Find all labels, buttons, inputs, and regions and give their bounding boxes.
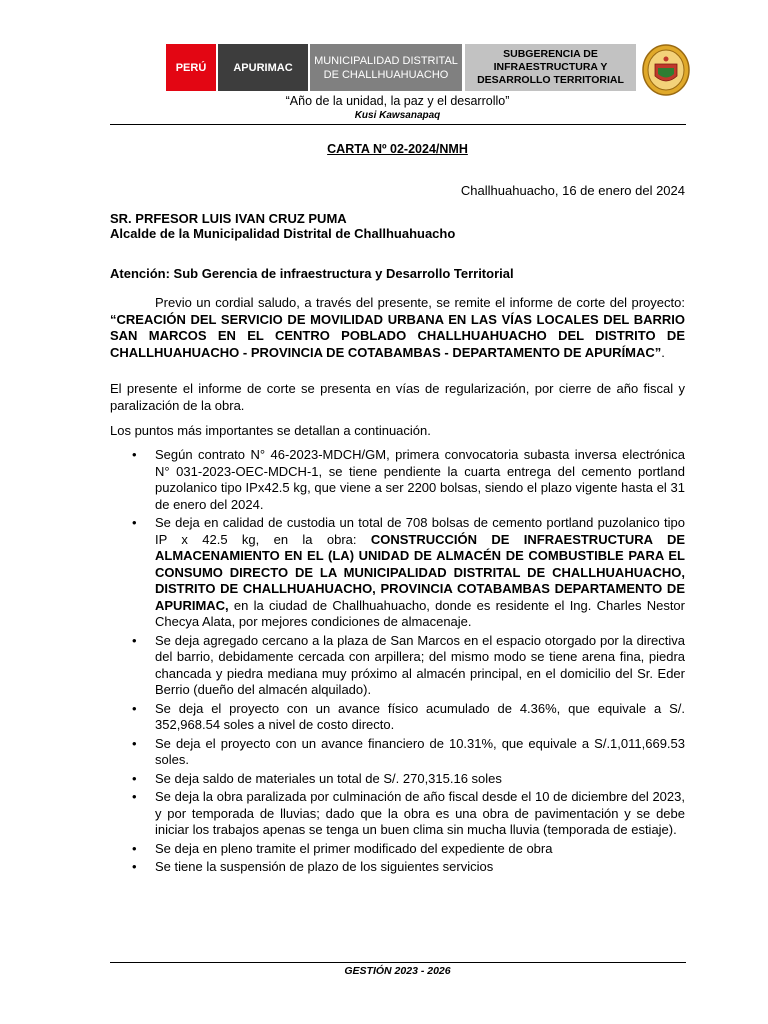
point-text: Se deja agregado cercano a la plaza de San Marcos en el espacio otorgado por la directiva del barrio, debidamente cercada con arpillera; del mismo modo se tiene arena fina, piedra chancada y piedra mediana muy próximo al almacén principal, en el domicilio del Sr. Eder Berrio (dueño del almacén alquilado). <box>155 632 685 697</box>
list-item <box>110 515 685 631</box>
point-text: Se deja en calidad de custodia un total de 708 bolsas de cemento portland puzolanico tipo IP x 42.5 kg, en la obra: <box>155 515 685 547</box>
point-text: Se deja saldo de materiales un total de S/. 270,315.16 soles <box>155 770 502 786</box>
list-item <box>110 736 685 769</box>
regularization-paragraph: El presente el informe de corte se presenta en vías de regularización, por cierre de año fiscal y paralización de la obra. <box>110 381 685 413</box>
point-text: Se deja el proyecto con un avance físico acumulado de 4.36%, que equivale a S/. 352,968.54 soles a nivel de costo directo. <box>155 700 685 732</box>
subgerencia-line-1: SUBGERENCIA DE <box>503 48 598 60</box>
list-item <box>110 841 685 858</box>
list-item <box>110 701 685 734</box>
peru-label: PERÚ <box>175 61 207 74</box>
recipient-position: Alcalde de la Municipalidad Distrital de Challhuahuacho <box>110 226 456 241</box>
list-item <box>110 633 685 699</box>
intro-paragraph <box>110 295 685 361</box>
bullet-icon: • <box>132 770 137 786</box>
list-item <box>110 447 685 513</box>
project-name: “CREACIÓN DEL SERVICIO DE MOVILIDAD URBANA EN LAS VÍAS LOCALES DEL BARRIO SAN MARCOS EN EL CENTRO POBLADO CHALLHUAHUACHO DEL DISTRITO DE CHALLHUAHUACHO - PROVINCIA DE COTABAMBAS - DEPARTAMENTO DE APURÍMAC” <box>110 311 685 360</box>
municipal-seal-icon <box>642 44 690 96</box>
bullet-icon: • <box>132 789 137 804</box>
points-list <box>110 447 685 878</box>
subgerencia-line-3: DESARROLLO TERRITORIAL <box>477 74 624 86</box>
bullet-icon: • <box>132 859 137 874</box>
municipality-box <box>310 44 462 91</box>
municipality-line-1: MUNICIPALIDAD DISTRITAL <box>314 54 458 67</box>
peru-box <box>166 44 216 91</box>
point-text-end: en la ciudad de Challhuahuacho, donde es residente el Ing. Charles Nestor Checya Alata, por mejores condiciones de almacenaje. <box>155 597 685 629</box>
point-bold-text: CONSTRUCCIÓN DE INFRAESTRUCTURA DE ALMACENAMIENTO EN EL (LA) UNIDAD DE ALMACÉN DE COMBUSTIBLE PARA EL CONSUMO DIRECTO DE LA MUNICIPALIDAD DISTRITAL DE CHALLHUAHUACHO, DISTRITO DE CHALLHUAHUACHO, PROVINCIA COTABAMBAS DEPARTAMENTO DE APURIMAC, <box>155 531 686 613</box>
letter-date: Challhuahuacho, 16 de enero del 2024 <box>460 183 685 198</box>
recipient-name: SR. PRFESOR LUIS IVAN CRUZ PUMA <box>110 211 347 226</box>
letter-title: CARTA Nº 02-2024/NMH <box>327 142 468 156</box>
footer-divider <box>110 962 686 963</box>
list-item <box>110 771 685 788</box>
list-item <box>110 789 685 839</box>
apurimac-label: APURIMAC <box>233 61 293 74</box>
motto-quechua: Kusi Kawsanapaq <box>354 110 441 121</box>
header-divider <box>110 124 686 125</box>
bullet-icon: • <box>132 447 137 462</box>
intro-text: Previo un cordial saludo, a través del presente, se remite el informe de corte del proyecto: <box>155 295 685 310</box>
point-text: Se deja el proyecto con un avance financiero de 10.31%, que equivale a S/.1,011,669.53 soles. <box>155 735 685 767</box>
intro-end: . <box>661 344 665 360</box>
year-motto: “Año de la unidad, la paz y el desarrollo” <box>285 94 510 108</box>
attention-line: Atención: Sub Gerencia de infraestructura y Desarrollo Territorial <box>110 266 514 281</box>
points-intro: Los puntos más importantes se detallan a continuación. <box>110 423 431 438</box>
bullet-icon: • <box>132 735 137 751</box>
list-item <box>110 859 685 876</box>
bullet-icon: • <box>132 840 137 856</box>
point-text: Se deja en pleno tramite el primer modificado del expediente de obra <box>155 840 553 856</box>
municipality-line-2: DE CHALLHUAHUACHO <box>323 68 449 81</box>
point-text: Se tiene la suspensión de plazo de los siguientes servicios <box>155 859 494 874</box>
bullet-icon: • <box>132 632 137 648</box>
bullet-icon: • <box>132 700 137 716</box>
bullet-icon: • <box>132 515 137 530</box>
point-text: Según contrato N° 46-2023-MDCH/GM, primera convocatoria subasta inversa electrónica N° 031-2023-OEC-MDCH-1, se tiene pendiente la cuarta entrega del cemento portland puzolanico tipo IPx42.5 kg, que viene a ser 2200 bolsas, siendo el plazo vigente hasta el 31 de enero del 2024. <box>155 447 685 512</box>
footer-text: GESTIÓN 2023 - 2026 <box>344 965 451 977</box>
subgerencia-line-2: INFRAESTRUCTURA Y <box>493 61 608 73</box>
subgerencia-box <box>465 44 636 91</box>
point-text: Se deja la obra paralizada por culminación de año fiscal desde el 10 de diciembre del 2023, y por temporada de lluvias; dado que la obra es una obra de pavimentación y se debe iniciar los trabajos apenas se tenga un buen clima sin mucha lluvia (temporada de estiaje). <box>155 789 685 837</box>
apurimac-box <box>218 44 308 91</box>
